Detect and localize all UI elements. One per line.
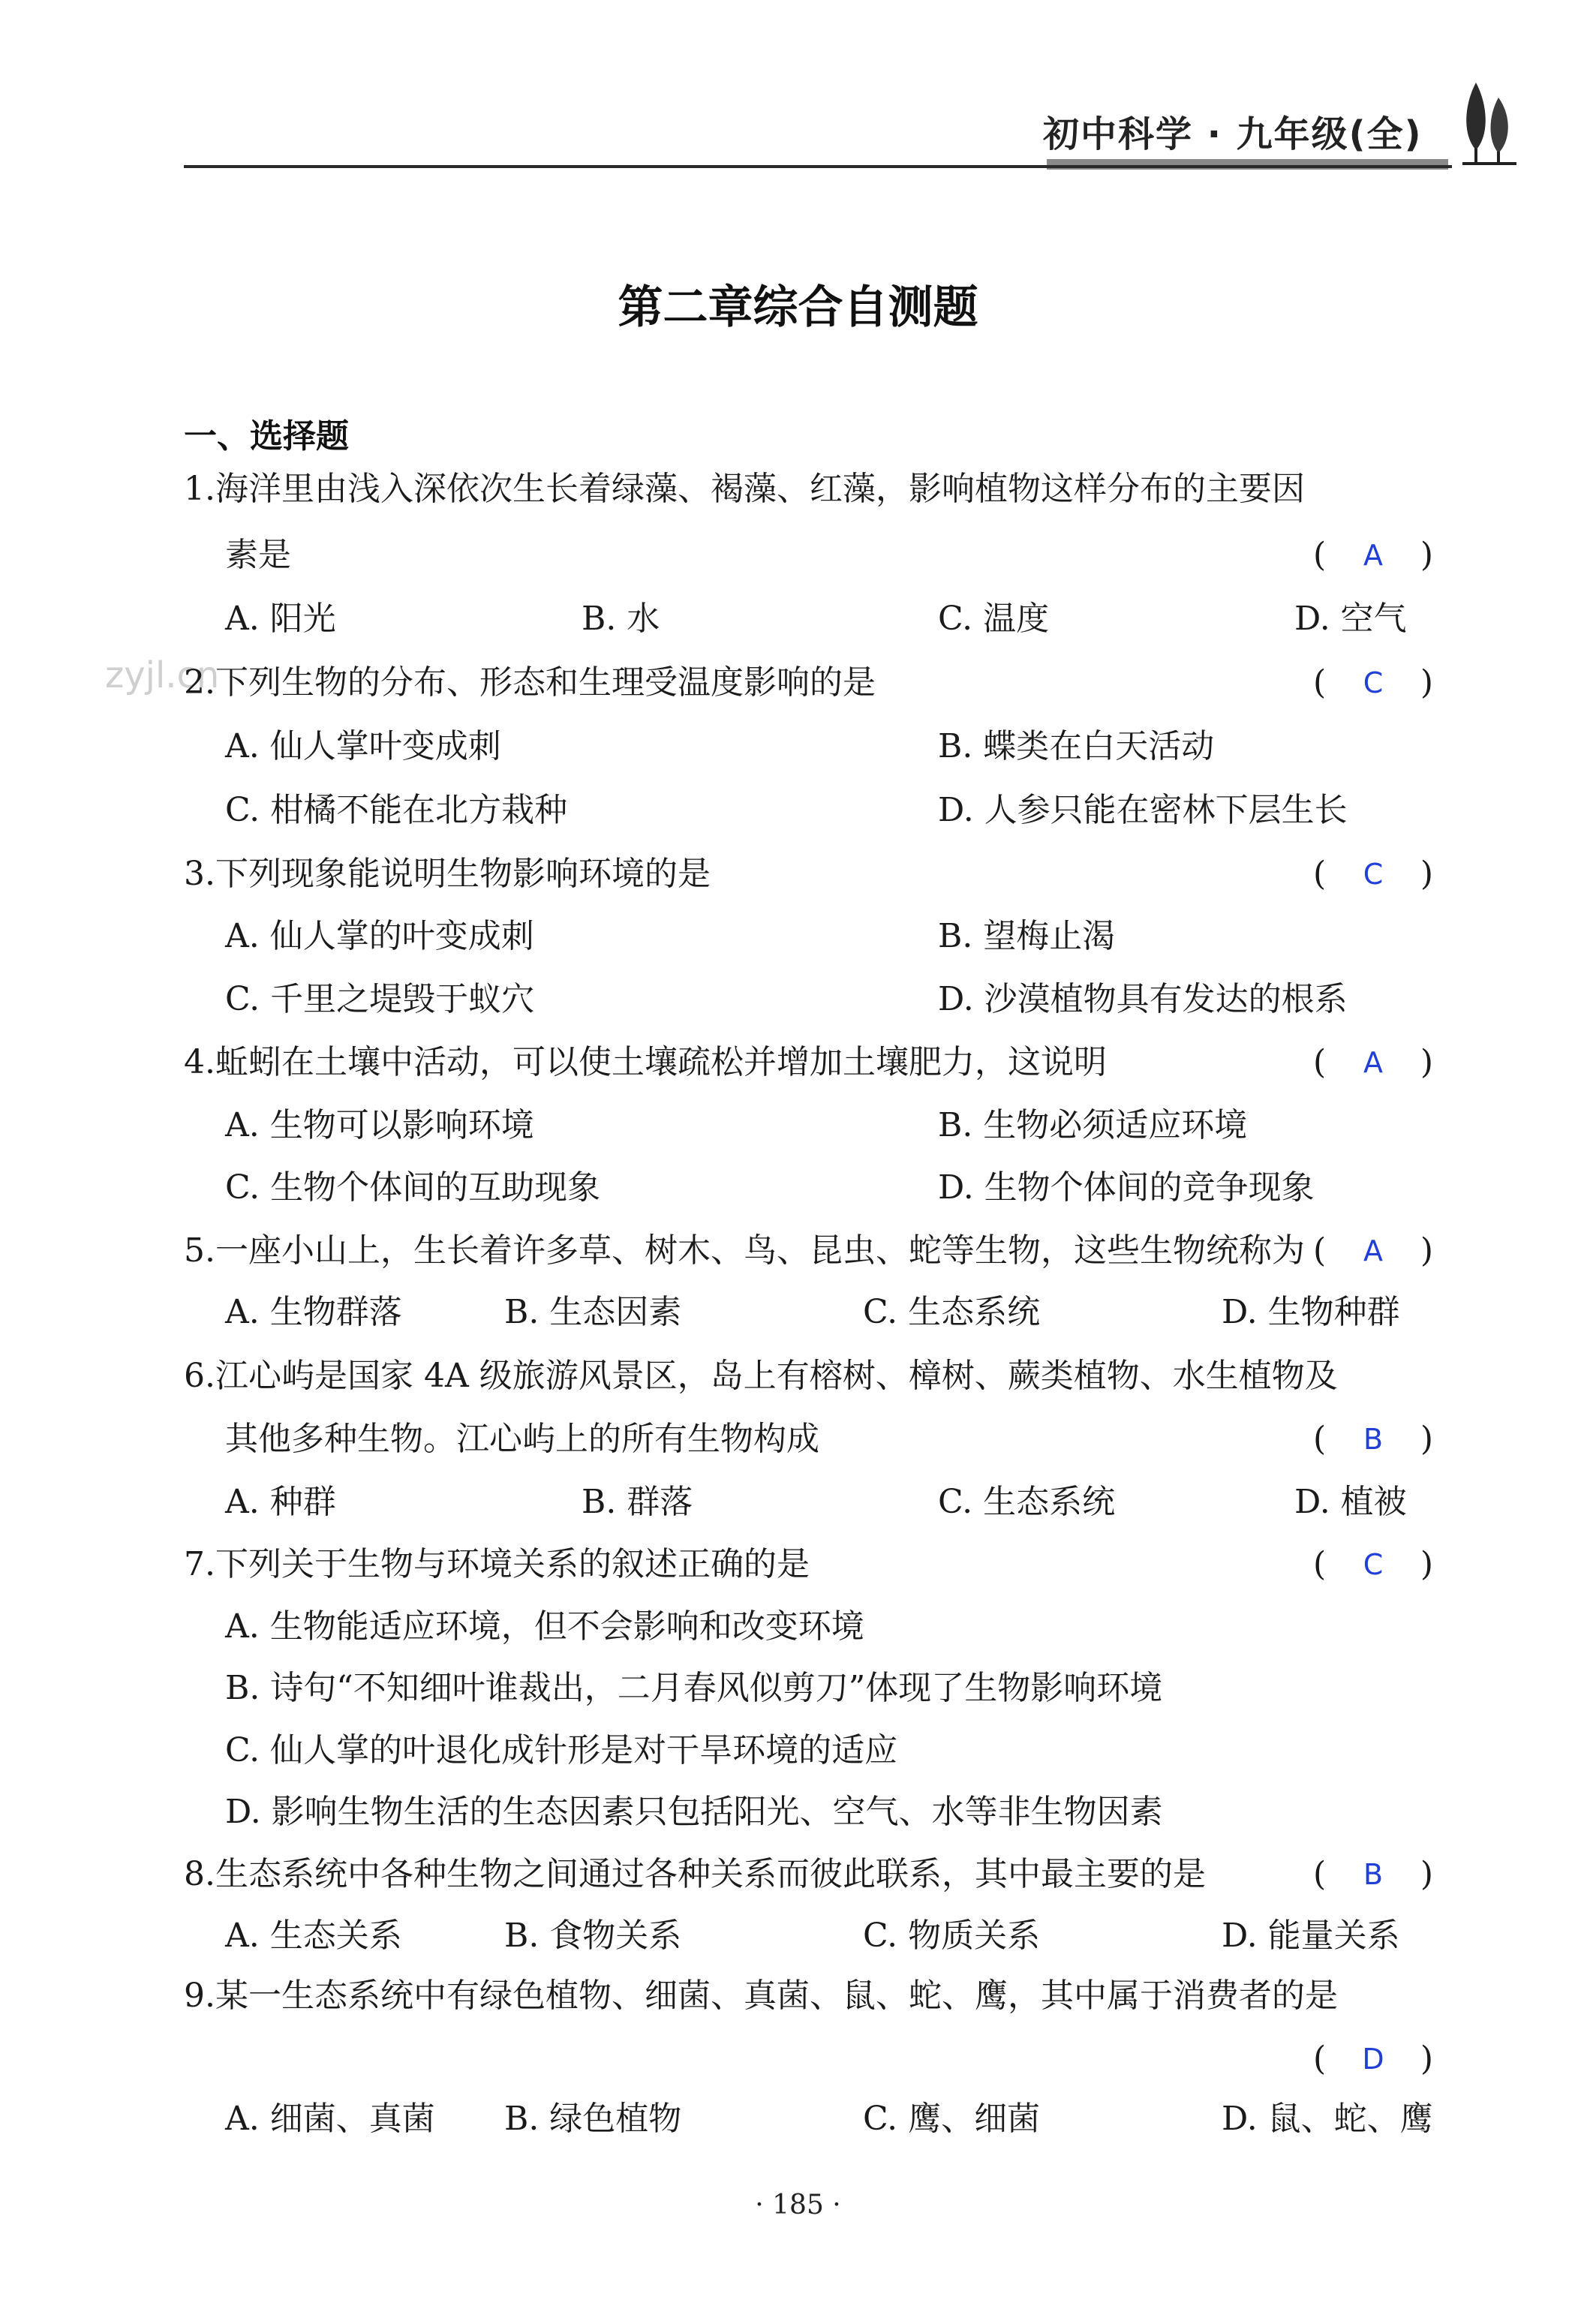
paren-open: ( [1313, 1545, 1327, 1583]
question-5-option-a: A. 生物群落 [225, 1293, 402, 1331]
paren-open: ( [1313, 663, 1327, 702]
question-6-answer [1313, 1420, 1433, 1458]
question-9-stem: 9.某一生态系统中有绿色植物、细菌、真菌、鼠、蛇、鹰，其中属于消费者的是 [184, 1977, 1338, 2015]
answer-letter: A [1363, 1234, 1383, 1267]
question-9-option-a: A. 细菌、真菌 [225, 2100, 435, 2138]
question-5-answer [1313, 1231, 1433, 1270]
watermark: zyjl.cn [105, 654, 220, 696]
answer-letter: B [1363, 1423, 1384, 1456]
question-2-option-a: A. 仙人掌叶变成刺 [225, 727, 501, 765]
question-4-option-c: C. 生物个体间的互助现象 [225, 1168, 601, 1207]
question-6-option-b: B. 群落 [582, 1483, 693, 1521]
question-2-option-c: C. 柑橘不能在北方栽种 [225, 791, 568, 829]
question-7-option-d: D. 影响生物生活的生态因素只包括阳光、空气、水等非生物因素 [225, 1793, 1163, 1831]
question-8-option-d: D. 能量关系 [1222, 1917, 1400, 1955]
question-1-stem-line-2: 素是 [225, 536, 291, 574]
question-4-answer [1313, 1043, 1433, 1081]
paren-open: ( [1313, 2040, 1327, 2078]
question-9-option-b: B. 绿色植物 [504, 2100, 682, 2138]
answer-letter: C [1363, 666, 1384, 699]
question-6-stem-line-1: 6.江心屿是国家 4A 级旅游风景区，岛上有榕树、樟树、蕨类植物、水生植物及 [184, 1357, 1338, 1395]
question-8-option-c: C. 物质关系 [863, 1917, 1041, 1955]
question-5-stem: 5.一座小山上，生长着许多草、树木、鸟、昆虫、蛇等生物，这些生物统称为 [184, 1231, 1305, 1270]
paren-close: ) [1420, 1043, 1433, 1081]
question-4-stem: 4.蚯蚓在土壤中活动，可以使土壤疏松并增加土壤肥力，这说明 [184, 1043, 1107, 1081]
question-3-option-b: B. 望梅止渴 [938, 917, 1116, 955]
question-4-option-a: A. 生物可以影响环境 [225, 1106, 534, 1144]
paren-close: ) [1420, 1855, 1433, 1893]
paren-open: ( [1313, 1420, 1327, 1458]
question-1-stem-line-1: 1.海洋里由浅入深依次生长着绿藻、褐藻、红藻，影响植物这样分布的主要因 [184, 470, 1305, 508]
paren-close: ) [1420, 536, 1433, 574]
question-8-option-a: A. 生态关系 [225, 1917, 402, 1955]
question-5-option-b: B. 生态因素 [504, 1293, 682, 1331]
question-5-option-c: C. 生态系统 [863, 1293, 1041, 1331]
answer-letter: C [1363, 858, 1384, 891]
question-8-answer [1313, 1855, 1433, 1893]
paren-open: ( [1313, 855, 1327, 893]
book-header-title: 初中科学 · 九年级(全) [1043, 113, 1423, 155]
paren-open: ( [1313, 1231, 1327, 1270]
question-9-option-c: C. 鹰、细菌 [863, 2100, 1041, 2138]
paren-close: ) [1420, 1231, 1433, 1270]
paren-close: ) [1420, 2040, 1433, 2078]
answer-letter: D [1362, 2043, 1384, 2076]
paren-open: ( [1313, 1855, 1327, 1893]
question-3-answer [1313, 855, 1433, 893]
question-6-option-a: A. 种群 [225, 1483, 336, 1521]
answer-letter: A [1363, 539, 1383, 572]
question-1-option-d: D. 空气 [1294, 600, 1407, 638]
page-number: · 185 · [755, 2190, 841, 2220]
question-8-option-b: B. 食物关系 [504, 1917, 682, 1955]
question-1-answer [1313, 536, 1433, 574]
paren-open: ( [1313, 1043, 1327, 1081]
question-6-option-d: D. 植被 [1294, 1483, 1407, 1521]
question-7-answer [1313, 1545, 1433, 1583]
answer-letter: C [1363, 1548, 1384, 1581]
question-1-option-c: C. 温度 [938, 600, 1050, 638]
question-7-option-a: A. 生物能适应环境，但不会影响和改变环境 [225, 1607, 864, 1646]
question-4-option-b: B. 生物必须适应环境 [938, 1106, 1248, 1144]
answer-letter: B [1363, 1858, 1384, 1891]
question-7-option-c: C. 仙人掌的叶退化成针形是对干旱环境的适应 [225, 1731, 898, 1769]
question-9-answer [1313, 2040, 1433, 2078]
paren-close: ) [1420, 855, 1433, 893]
question-5-option-d: D. 生物种群 [1222, 1293, 1400, 1331]
question-7-option-b: B. 诗句“不知细叶谁裁出，二月春风似剪刀”体现了生物影响环境 [225, 1669, 1163, 1707]
question-1-option-b: B. 水 [582, 600, 660, 638]
question-7-stem: 7.下列关于生物与环境关系的叙述正确的是 [184, 1545, 810, 1583]
question-9-option-d: D. 鼠、蛇、鹰 [1222, 2100, 1433, 2138]
question-3-stem: 3.下列现象能说明生物影响环境的是 [184, 855, 711, 893]
question-2-option-d: D. 人参只能在密林下层生长 [938, 791, 1348, 829]
question-2-option-b: B. 蝶类在白天活动 [938, 727, 1215, 765]
paren-close: ) [1420, 1420, 1433, 1458]
question-3-option-d: D. 沙漠植物具有发达的根系 [938, 980, 1348, 1018]
question-4-option-d: D. 生物个体间的竞争现象 [938, 1168, 1315, 1207]
question-2-answer [1313, 663, 1433, 702]
header-rule [184, 165, 1452, 168]
question-6-option-c: C. 生态系统 [938, 1483, 1116, 1521]
question-3-option-a: A. 仙人掌的叶变成刺 [225, 917, 534, 955]
paren-close: ) [1420, 1545, 1433, 1583]
section-title: 一、选择题 [184, 417, 349, 455]
paren-close: ) [1420, 663, 1433, 702]
tree-logo-icon [1459, 75, 1519, 169]
answer-letter: A [1363, 1046, 1383, 1079]
page-title: 第二章综合自测题 [618, 281, 978, 334]
question-8-stem: 8.生态系统中各种生物之间通过各种关系而彼此联系，其中最主要的是 [184, 1855, 1206, 1893]
question-1-option-a: A. 阳光 [225, 600, 336, 638]
question-3-option-c: C. 千里之堤毁于蚁穴 [225, 980, 535, 1018]
paren-open: ( [1313, 536, 1327, 574]
question-2-stem: 2.下列生物的分布、形态和生理受温度影响的是 [184, 663, 876, 702]
question-6-stem-line-2: 其他多种生物。江心屿上的所有生物构成 [225, 1420, 819, 1458]
